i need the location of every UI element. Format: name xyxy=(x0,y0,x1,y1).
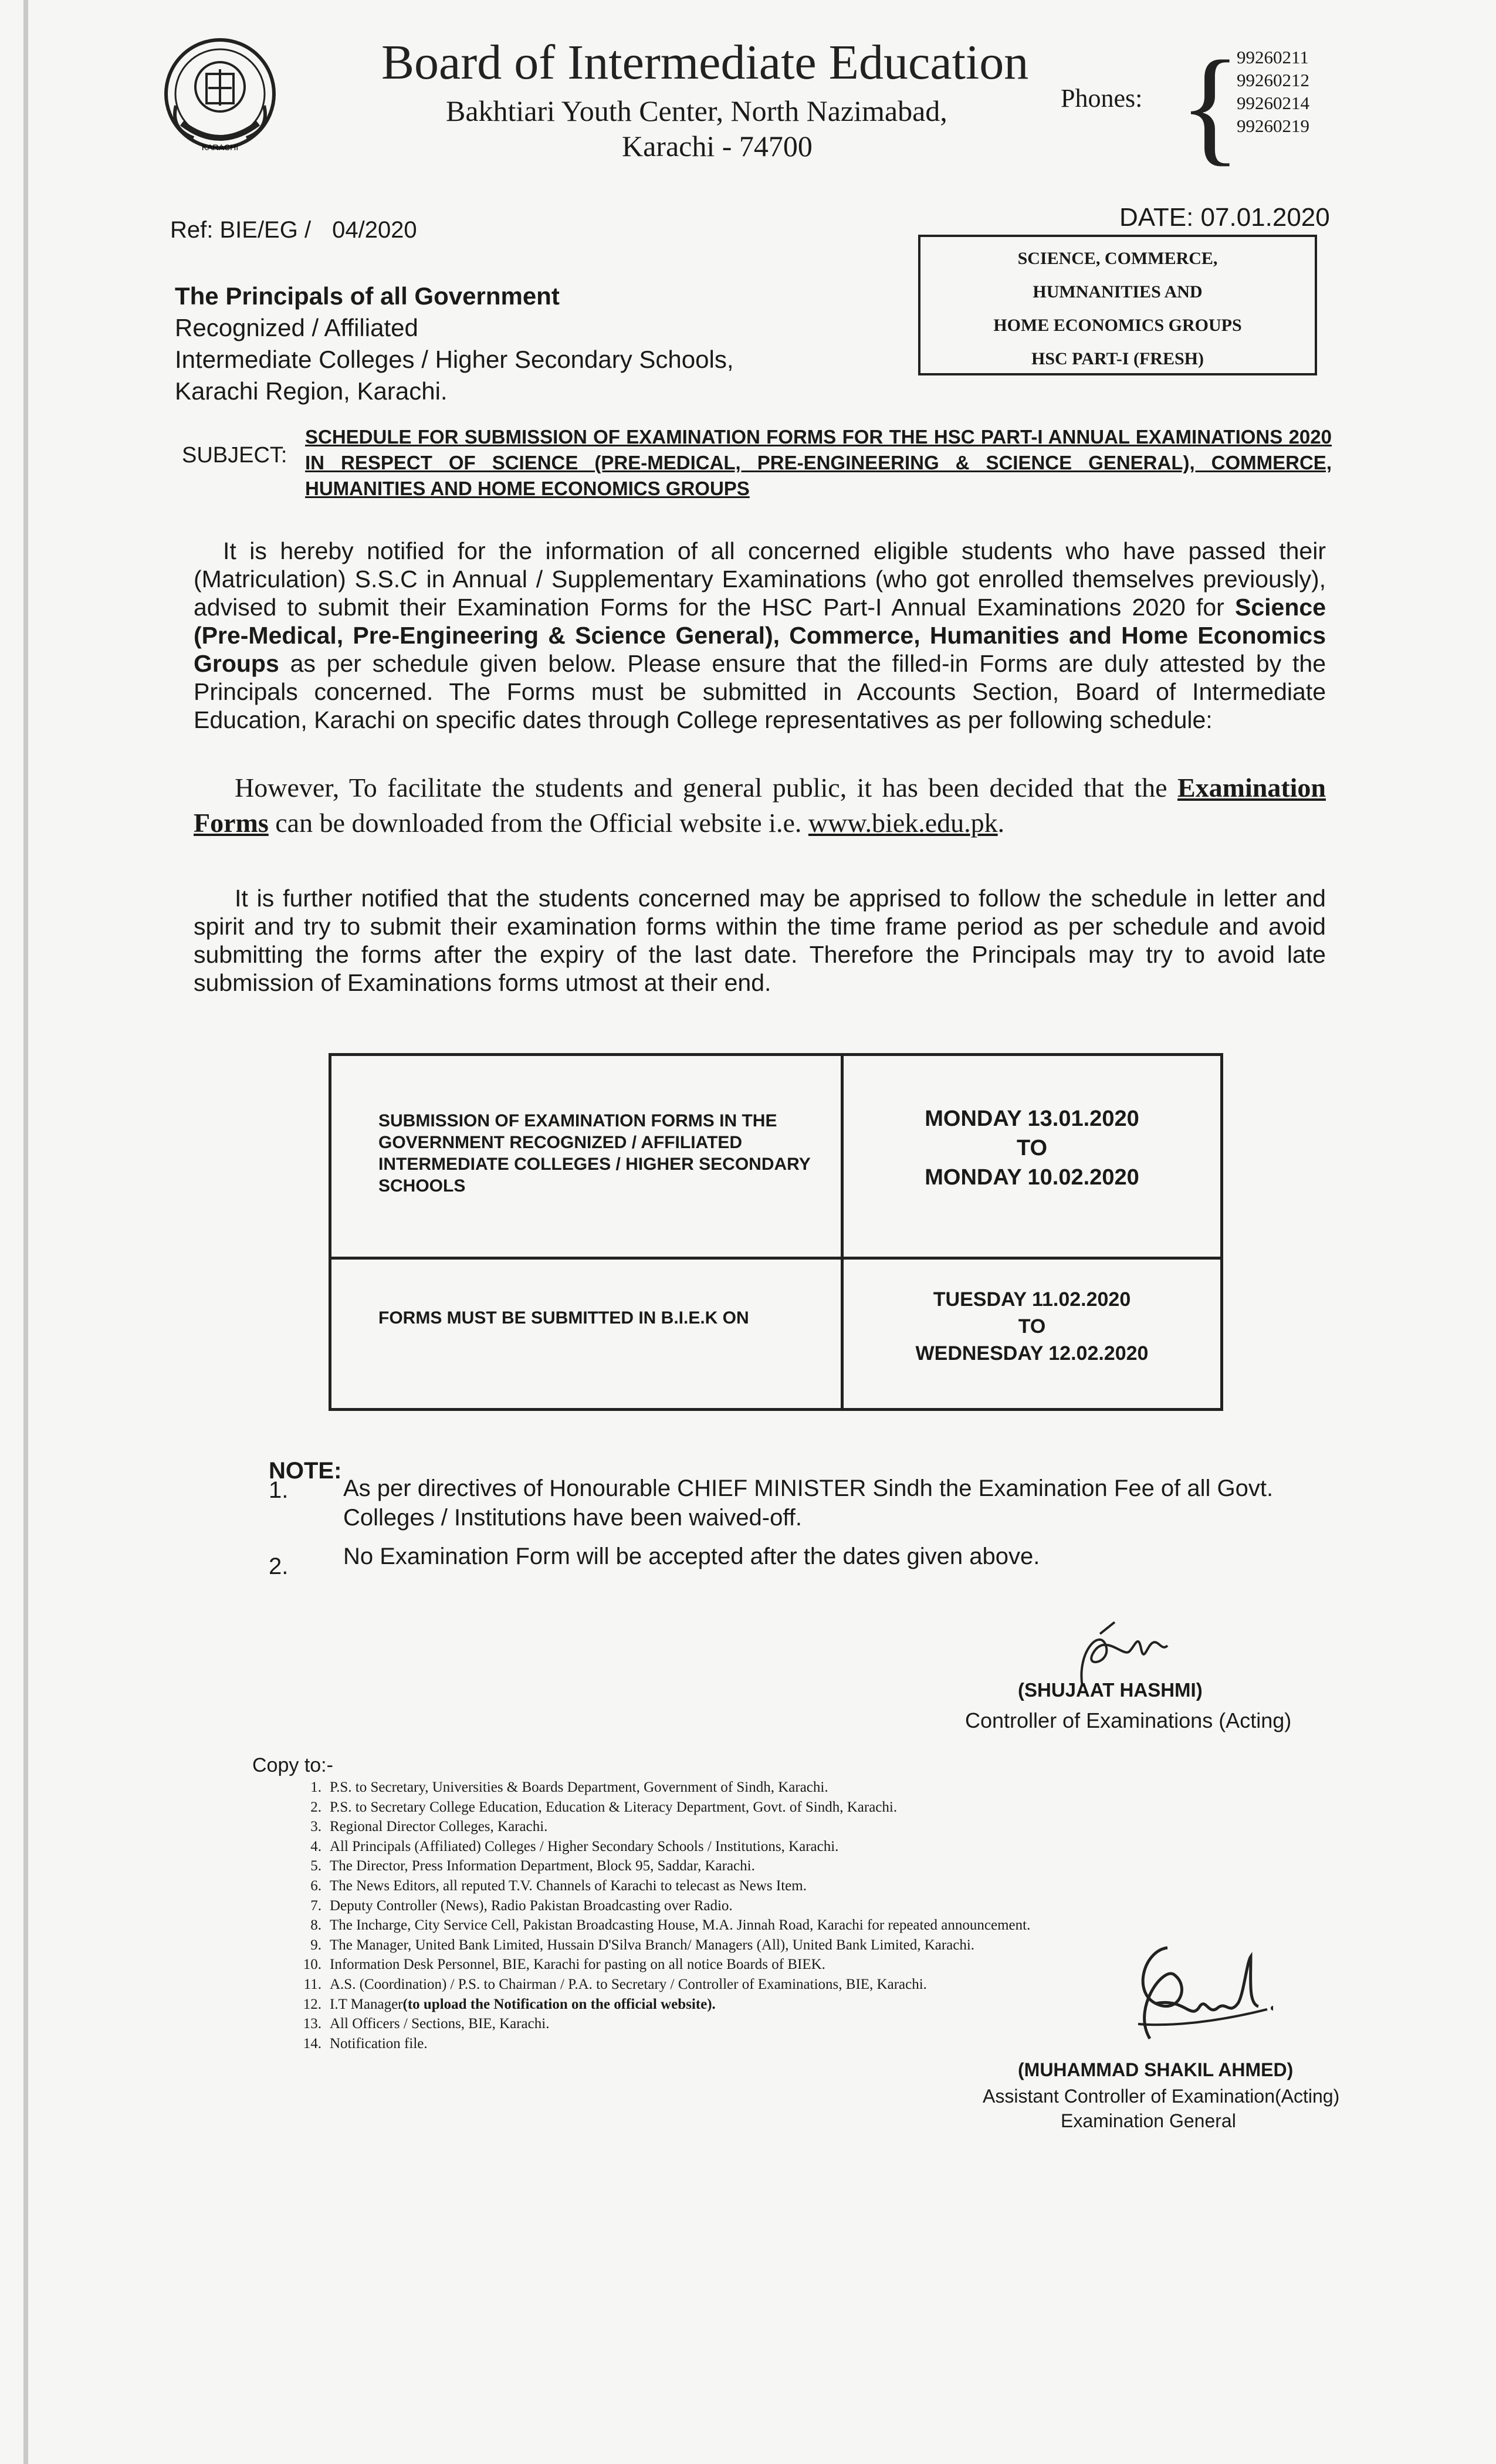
list-text: P.S. to Secretary College Education, Education & Literacy Department, Govt. of Sindh, Karachi. xyxy=(330,1799,898,1815)
paragraph-1-text-end: as per schedule given below. Please ensure that the filled-in Forms are duly attested by the Principals concerned. The Forms must be submitted in Accounts Section, Board of Intermediate Education, Karachi on specific dates through College representatives as per following schedule: xyxy=(194,650,1326,733)
board-seal-logo xyxy=(158,35,282,158)
list-item xyxy=(276,1915,1214,1935)
list-number: 9. xyxy=(310,1937,321,1953)
schedule-table xyxy=(329,1053,1223,1411)
signatory-2-subtitle: Examination General xyxy=(1061,2110,1236,2131)
note-text: As per directives of Honourable CHIEF MINISTER Sindh the Examination Fee of all Govt. Colleges / Institutions have been waived-off. xyxy=(343,1475,1274,1531)
note-number: 2. xyxy=(269,1553,289,1579)
board-address-line2: Karachi - 74700 xyxy=(622,130,813,163)
phone-number: 99260214 xyxy=(1237,93,1309,113)
date-from: TUESDAY 11.02.2020 xyxy=(933,1288,1131,1311)
list-number: 8. xyxy=(310,1917,321,1934)
list-number: 3. xyxy=(310,1819,321,1835)
date-to: WEDNESDAY 12.02.2020 xyxy=(915,1342,1149,1365)
list-item xyxy=(276,1837,1214,1857)
list-number: 1. xyxy=(310,1779,321,1795)
list-text: A.S. (Coordination) / P.S. to Chairman / P.A. to Secretary / Controller of Examinations, BIE, Karachi. xyxy=(330,1976,927,1992)
paragraph-3: It is further notified that the students concerned may be apprised to follow the schedule in letter and spirit and try to submit their examination forms within the time frame period as per schedule and avoid submitting the forms after the expiry of the last date. Therefore the Principals may try to avoid late submission of Examinations forms utmost at their end. xyxy=(194,885,1326,996)
svg-text:KARACHI: KARACHI xyxy=(201,143,239,152)
phone-number: 99260219 xyxy=(1237,116,1309,136)
list-number: 13. xyxy=(303,2016,321,2032)
groups-box xyxy=(918,235,1317,375)
groups-line: SCIENCE, COMMERCE, xyxy=(1017,249,1218,268)
board-title: Board of Intermediate Education xyxy=(381,35,1029,90)
paragraph-2 xyxy=(194,770,1326,841)
list-number: 7. xyxy=(310,1897,321,1914)
list-number: 14. xyxy=(303,2035,321,2052)
date-to-word: TO xyxy=(1016,1136,1048,1160)
addressee-line: Intermediate Colleges / Higher Secondary Schools, xyxy=(175,346,734,373)
schedule-dates xyxy=(844,1104,1220,1192)
list-number: 5. xyxy=(310,1858,321,1874)
website-link[interactable]: www.biek.edu.pk xyxy=(808,808,998,838)
phone-number: 99260211 xyxy=(1237,47,1309,67)
list-text-bold: (to upload the Notification on the official website). xyxy=(402,1996,716,2012)
ref-label: Ref: BIE/EG / xyxy=(170,217,312,243)
signatory-2-title: Assistant Controller of Examination(Acting) xyxy=(983,2086,1340,2107)
list-number: 11. xyxy=(303,1976,321,1992)
list-text: Regional Director Colleges, Karachi. xyxy=(330,1819,548,1835)
list-number: 4. xyxy=(310,1838,321,1854)
list-number: 12. xyxy=(303,1996,321,2012)
paragraph-2-text-mid: can be downloaded from the Official website i.e. xyxy=(268,808,808,838)
list-text: The Incharge, City Service Cell, Pakistan Broadcasting House, M.A. Jinnah Road, Karachi for repeated announcement. xyxy=(330,1917,1031,1934)
list-text: All Officers / Sections, BIE, Karachi. xyxy=(330,2016,550,2032)
schedule-item: SUBMISSION OF EXAMINATION FORMS IN THE GOVERNMENT RECOGNIZED / AFFILIATED INTERMEDIATE COLLEGES / HIGHER SECONDARY SCHOOLS xyxy=(378,1111,811,1196)
paragraph-2-text: However, To facilitate the students and general public, it has been decided that the xyxy=(235,773,1177,803)
note-number: 1. xyxy=(269,1477,289,1503)
groups-line: HSC PART-I (FRESH) xyxy=(1031,349,1204,368)
list-item xyxy=(276,1778,1214,1798)
signatory-1-title: Controller of Examinations (Acting) xyxy=(965,1708,1292,1732)
signature-assistant-controller xyxy=(1097,1939,1273,2062)
paragraph-1 xyxy=(194,537,1326,734)
phones-label: Phones: xyxy=(1061,84,1143,113)
date-to: MONDAY 10.02.2020 xyxy=(925,1165,1139,1190)
list-text: Notification file. xyxy=(330,2035,428,2052)
ref-num: 04 xyxy=(332,217,358,243)
examination-forms-emphasis: Examination Forms xyxy=(194,773,1326,838)
list-item xyxy=(276,1817,1214,1837)
paragraph-1-text: It is hereby notified for the information of all concerned eligible students who have passed their (Matriculation) S.S.C in Annual / Supplementary Examinations (who got enrolled themselves previously), advised to submit their Examination Forms for the HSC Part-I Annual Examinations 2020 for xyxy=(194,537,1326,621)
signatory-1-name: (SHUJAAT HASHMI) xyxy=(1018,1679,1203,1701)
subject-text: SCHEDULE FOR SUBMISSION OF EXAMINATION FORMS FOR THE HSC PART-I ANNUAL EXAMINATIONS 2020 IN RESPECT OF SCIENCE (PRE-MEDICAL, PRE-ENGINEERING & SCIENCE GENERAL), COMMERCE, HUMANITIES AND HOME ECONOMICS GROUPS xyxy=(305,426,1332,499)
list-item xyxy=(276,2014,1214,2034)
list-item xyxy=(276,1975,1214,1995)
list-item xyxy=(276,1856,1214,1876)
paragraph-2-end: . xyxy=(997,808,1005,838)
list-text: Information Desk Personnel, BIE, Karachi for pasting on all notice Boards of BIEK. xyxy=(330,1957,825,1973)
addressee-block xyxy=(175,280,734,407)
signatory-2-name: (MUHAMMAD SHAKIL AHMED) xyxy=(1018,2059,1294,2080)
list-item xyxy=(276,2034,1214,2054)
note-title: NOTE: xyxy=(269,1458,342,1484)
list-text: The Director, Press Information Department, Block 95, Saddar, Karachi. xyxy=(330,1858,755,1874)
list-number: 10. xyxy=(303,1957,321,1973)
table-divider xyxy=(331,1257,1220,1260)
brace-icon: { xyxy=(1179,34,1241,177)
list-text: The News Editors, all reputed T.V. Channels of Karachi to telecast as News Item. xyxy=(330,1877,807,1894)
date-to-word: TO xyxy=(1018,1315,1046,1338)
scan-edge xyxy=(23,0,28,2464)
board-address-line1: Bakhtiari Youth Center, North Nazimabad, xyxy=(446,94,947,127)
groups-line: HUMNANITIES AND xyxy=(1033,282,1203,302)
subject-label: SUBJECT: xyxy=(182,443,287,468)
addressee-line: Karachi Region, Karachi. xyxy=(175,377,448,405)
list-text: Deputy Controller (News), Radio Pakistan Broadcasting over Radio. xyxy=(330,1897,733,1914)
list-text: The Manager, United Bank Limited, Hussain D'Silva Branch/ Managers (All), United Bank Limited, Karachi. xyxy=(330,1937,975,1953)
schedule-dates xyxy=(844,1286,1220,1367)
addressee-line: The Principals of all Government xyxy=(175,282,560,310)
list-text: P.S. to Secretary, Universities & Boards Department, Government of Sindh, Karachi. xyxy=(330,1779,828,1795)
letter-date: DATE: 07.01.2020 xyxy=(1119,203,1330,232)
copy-to-list xyxy=(276,1778,1214,2053)
date-from: MONDAY 13.01.2020 xyxy=(925,1106,1139,1131)
list-number: 2. xyxy=(310,1799,321,1815)
paragraph-1-groups: Science (Pre-Medical, Pre-Engineering & Science General), Commerce, Humanities and Home Economics Groups xyxy=(194,594,1326,677)
reference-number xyxy=(170,217,417,243)
groups-line: HOME ECONOMICS GROUPS xyxy=(993,316,1242,335)
list-item xyxy=(276,1876,1214,1896)
list-text: I.T Manager xyxy=(330,1996,403,2012)
list-number: 6. xyxy=(310,1877,321,1894)
list-text: All Principals (Affiliated) Colleges / Higher Secondary Schools / Institutions, Karachi. xyxy=(330,1838,839,1854)
phones-list xyxy=(1237,46,1309,137)
note-text: No Examination Form will be accepted after the dates given above. xyxy=(343,1544,1040,1569)
schedule-item: FORMS MUST BE SUBMITTED IN B.I.E.K ON xyxy=(378,1308,749,1328)
list-item xyxy=(276,1995,1214,2015)
list-item xyxy=(276,1955,1214,1975)
phone-number: 99260212 xyxy=(1237,70,1309,90)
list-item xyxy=(276,1935,1214,1955)
list-item xyxy=(276,1896,1214,1916)
list-item xyxy=(276,1798,1214,1817)
ref-year: /2020 xyxy=(358,217,417,243)
copy-to-title: Copy to:- xyxy=(252,1754,333,1776)
addressee-line: Recognized / Affiliated xyxy=(175,314,418,341)
